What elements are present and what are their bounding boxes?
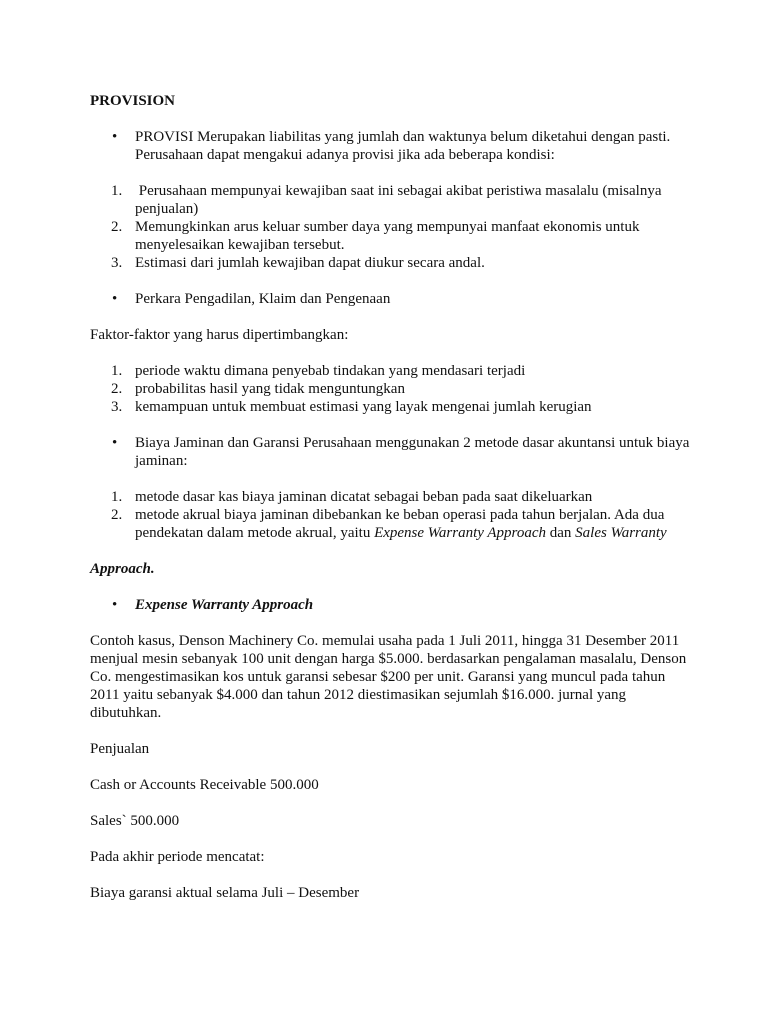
list-number: 2. <box>111 507 123 523</box>
list-number: 2. <box>111 381 123 397</box>
list-item <box>90 182 690 218</box>
bullet-perkara-text: Perkara Pengadilan, Klaim dan Pengenaan <box>135 291 391 307</box>
list-item-text: metode akrual biaya jaminan dibebankan ke beban operasi pada tahun berjalan. Ada dua pendekatan dalam metode akrual, yaitu <box>135 507 665 541</box>
bullet-provisi-text: PROVISI Merupakan liabilitas yang jumlah dan waktunya belum diketahui dengan pasti. Perusahaan dapat mengakui adanya provisi jika ada beberapa kondisi: <box>135 129 671 163</box>
list-item <box>90 506 690 542</box>
list-number: 1. <box>111 183 123 199</box>
bullet-dot: • <box>112 435 118 451</box>
sales-entry: Sales` 500.000 <box>90 813 180 829</box>
list-item <box>90 398 690 416</box>
list-item-text: probabilitas hasil yang tidak menguntungkan <box>135 381 405 397</box>
bullet-dot: • <box>112 291 118 307</box>
bullet-expense-warranty <box>90 596 690 614</box>
list-item <box>90 362 690 380</box>
list-item <box>90 380 690 398</box>
list-number: 2. <box>111 219 123 235</box>
bullet-biaya-jaminan-text: Biaya Jaminan dan Garansi Perusahaan menggunakan 2 metode dasar akuntansi untuk biaya jaminan: <box>135 435 690 469</box>
list-item-text: metode dasar kas biaya jaminan dicatat sebagai beban pada saat dikeluarkan <box>135 489 593 505</box>
list-number: 3. <box>111 255 123 271</box>
list-number: 1. <box>111 363 123 379</box>
list-item-text: periode waktu dimana penyebab tindakan yang mendasari terjadi <box>135 363 526 379</box>
list-number: 3. <box>111 399 123 415</box>
conjunction-text: dan <box>546 525 576 541</box>
approach-continuation: Approach. <box>90 561 155 577</box>
document-body <box>90 92 690 920</box>
penjualan-label: Penjualan <box>90 741 150 757</box>
bullet-dot: • <box>112 597 118 613</box>
list-item-text: Memungkinkan arus keluar sumber daya yang mempunyai manfaat ekonomis untuk menyelesaikan kewajiban tersebut. <box>135 219 640 253</box>
cash-entry: Cash or Accounts Receivable 500.000 <box>90 777 319 793</box>
bullet-dot: • <box>112 129 118 145</box>
bullet-biaya-jaminan <box>90 434 690 470</box>
methods-list <box>90 488 690 542</box>
sales-warranty-term: Sales Warranty <box>575 525 667 541</box>
list-item <box>90 218 690 254</box>
bullet-expense-warranty-text: Expense Warranty Approach <box>135 597 314 613</box>
list-item <box>90 254 690 272</box>
list-item <box>90 488 690 506</box>
expense-warranty-term: Expense Warranty Approach <box>374 525 546 541</box>
contoh-kasus-paragraph: Contoh kasus, Denson Machinery Co. memulai usaha pada 1 Juli 2011, hingga 31 Desember 2011 menjual mesin sebanyak 100 unit dengan harga $5.000. berdasarkan pengalaman masalalu, Denson Co. mengestimasikan kos untuk garansi sebesar $200 per unit. Garansi yang muncul pada tahun 2011 yaitu sebanyak $4.000 dan tahun 2012 diestimasikan sejumlah $16.000. jurnal yang dibutuhkan. <box>90 633 687 721</box>
biaya-garansi-text: Biaya garansi aktual selama Juli – Desember <box>90 885 360 901</box>
faktor-heading: Faktor-faktor yang harus dipertimbangkan: <box>90 327 349 343</box>
bullet-provisi <box>90 128 690 164</box>
akhir-periode-text: Pada akhir periode mencatat: <box>90 849 265 865</box>
conditions-list <box>90 182 690 272</box>
list-item-text: kemampuan untuk membuat estimasi yang layak mengenai jumlah kerugian <box>135 399 592 415</box>
document-title: PROVISION <box>90 93 176 109</box>
bullet-perkara <box>90 290 690 308</box>
list-item-text: Perusahaan mempunyai kewajiban saat ini sebagai akibat peristiwa masalalu (misalnya penjualan) <box>135 183 666 217</box>
list-number: 1. <box>111 489 123 505</box>
list-item-text: Estimasi dari jumlah kewajiban dapat diukur secara andal. <box>135 255 485 271</box>
factors-list <box>90 362 690 416</box>
